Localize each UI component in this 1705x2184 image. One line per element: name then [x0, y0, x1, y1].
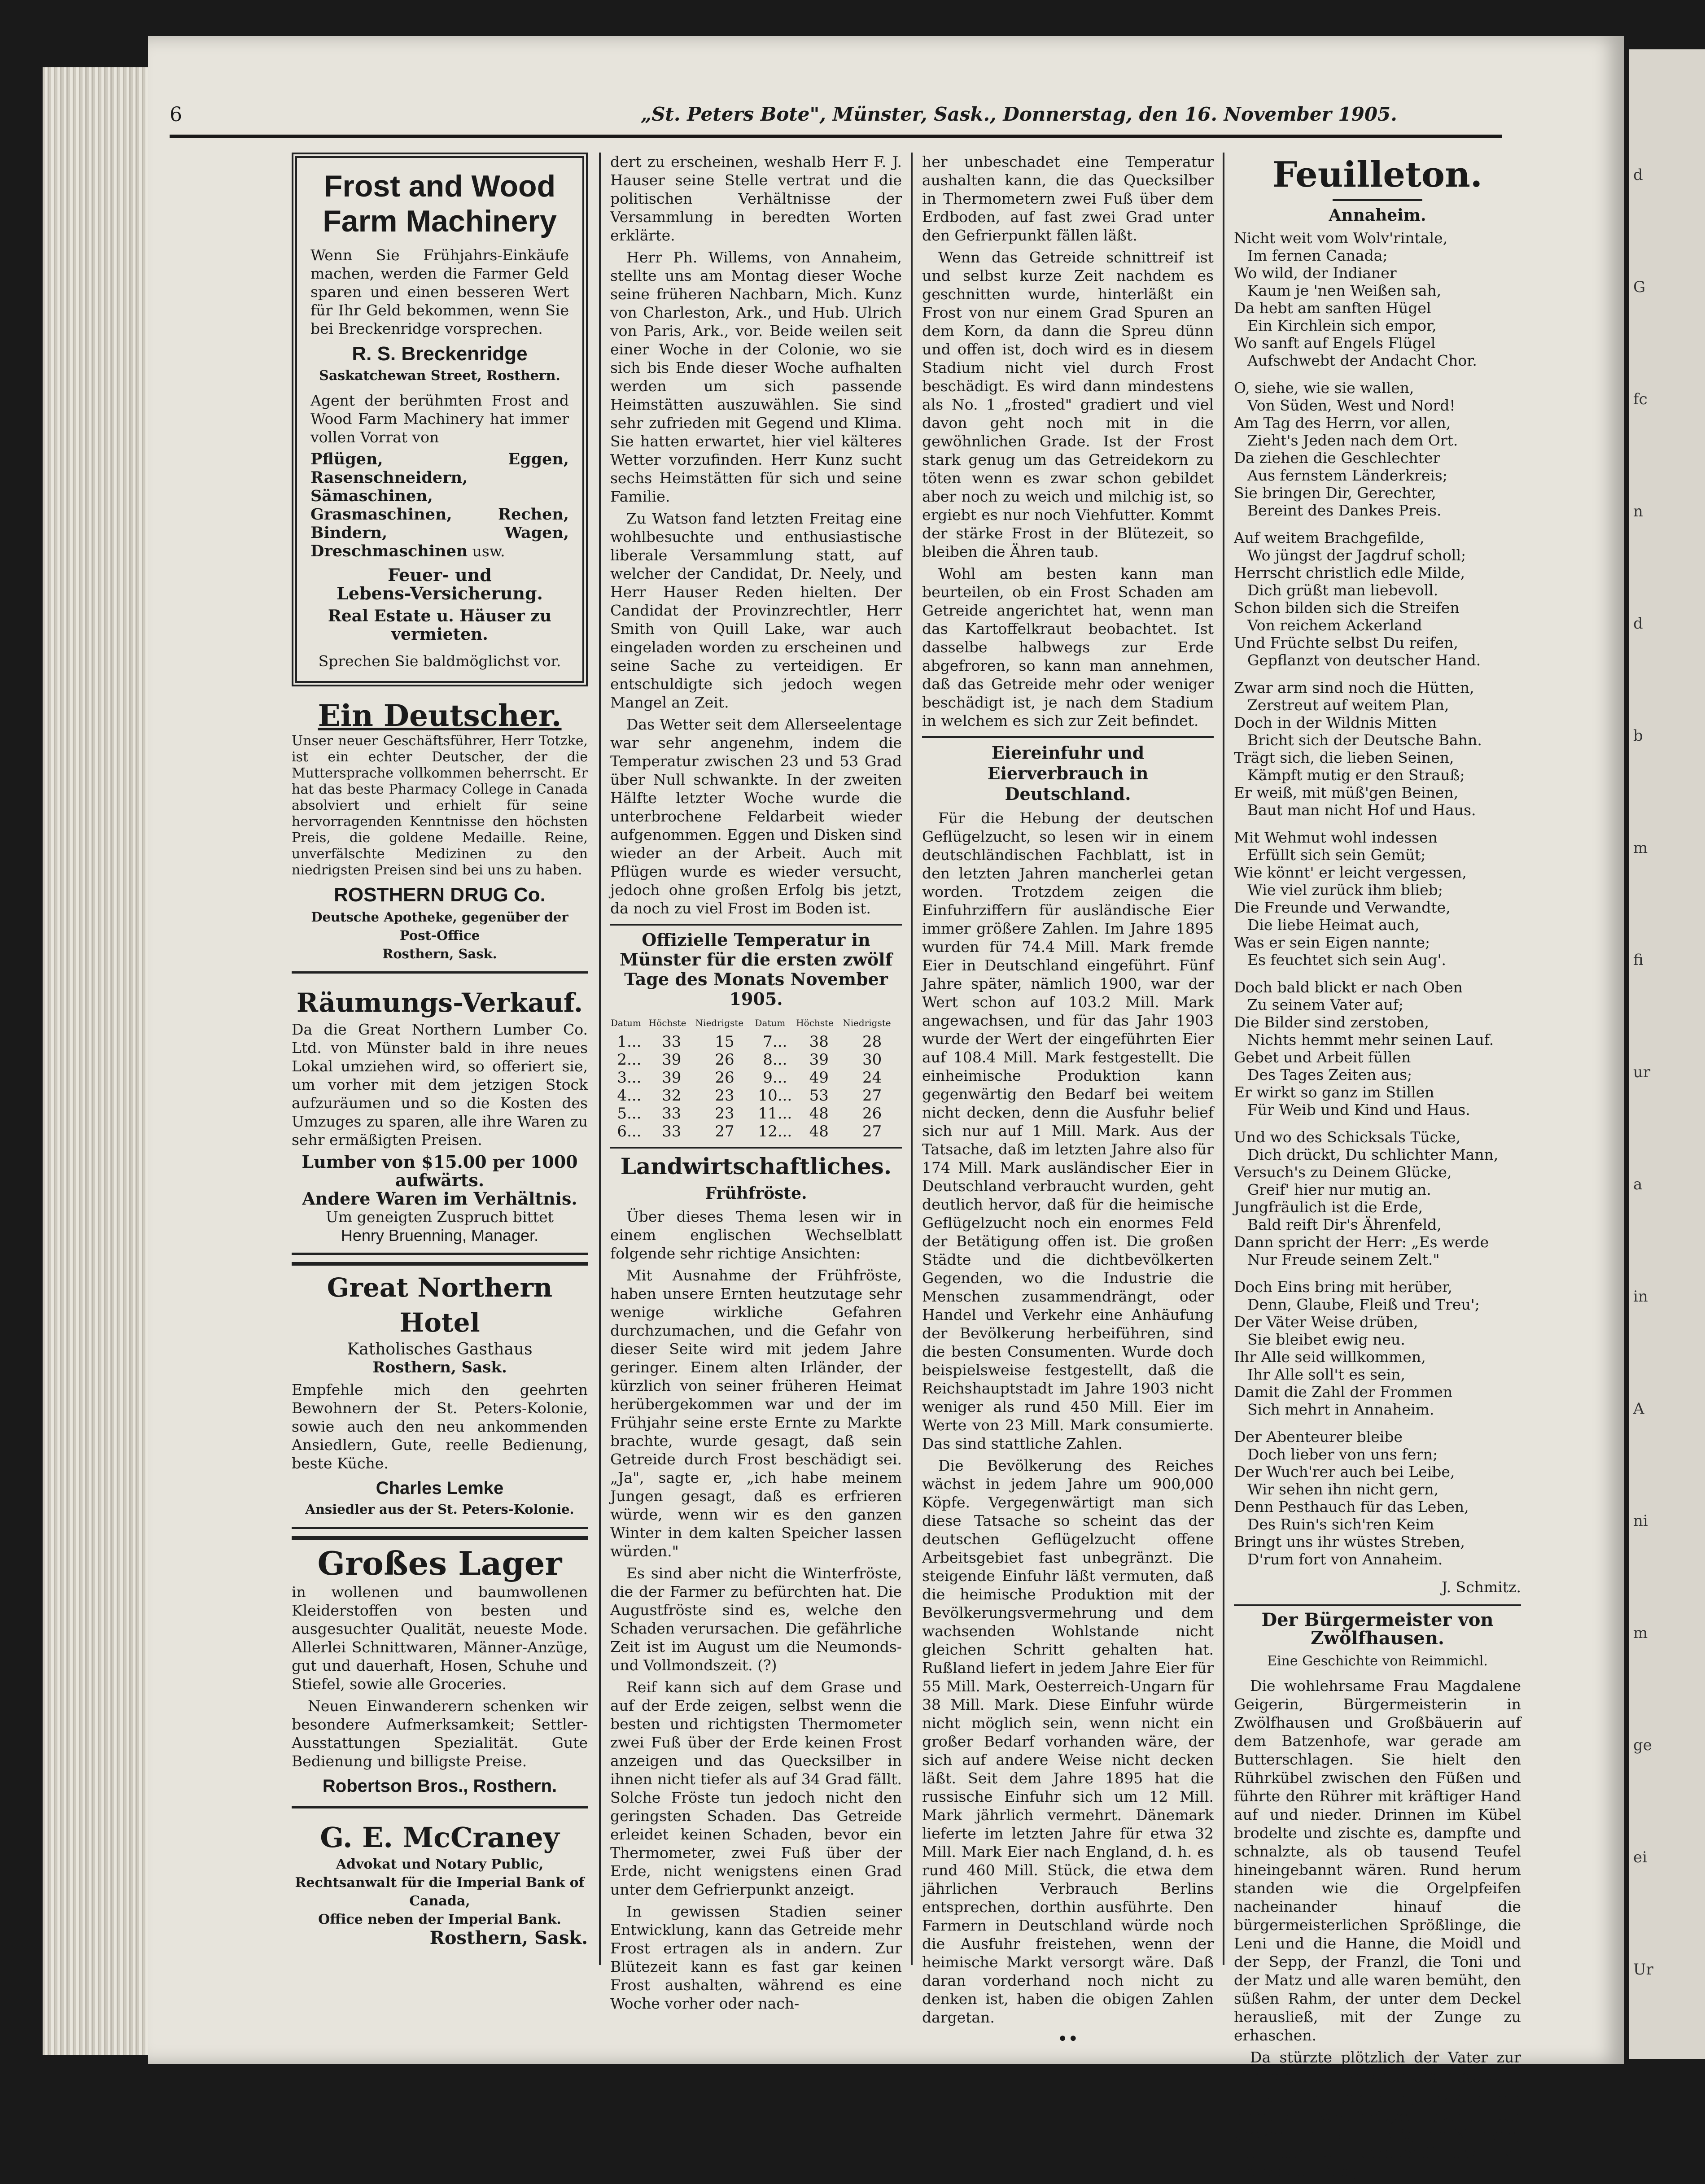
poem-line: Der Väter Weise drüben,: [1234, 1313, 1418, 1331]
table-cell: 33: [662, 1123, 682, 1140]
poem-line: Der Abenteurer bleibe: [1234, 1428, 1403, 1446]
facing-page-fragment: d: [1633, 166, 1643, 184]
table-cell: 8...: [763, 1051, 787, 1069]
poem-stanza: [1234, 379, 1521, 519]
temperature-table: [610, 1013, 902, 1140]
poem-line: Baut man nicht Hof und Haus.: [1247, 801, 1476, 819]
poem-line: Wir sehen ihn nicht gern,: [1247, 1481, 1439, 1498]
paragraph: Über dieses Thema lesen wir in einem englischen Wechselblatt folgende sehr richtige Ansichten:: [610, 1208, 902, 1262]
table-cell: 26: [862, 1105, 882, 1123]
ad-line: Rechtsanwalt für die Imperial Bank of Canada,: [295, 1875, 585, 1909]
table-cell: 38: [809, 1033, 829, 1051]
table-row: [610, 1105, 902, 1123]
poem-line: Ihr Alle seid willkommen,: [1234, 1348, 1426, 1366]
masthead: „St. Peters Bote", Münster, Sask., Donnerstag, den 16. November 1905.: [641, 103, 1397, 125]
story-subtitle: Eine Geschichte von Reimmichl.: [1267, 1653, 1488, 1669]
ad-title-line2: Farm Machinery: [323, 204, 557, 238]
table-cell: 53: [809, 1087, 829, 1105]
poem-line: Kaum je 'nen Weißen sah,: [1247, 282, 1442, 299]
table-header: Datum: [611, 1018, 641, 1028]
poem-line: Aus fernstem Länderkreis;: [1247, 467, 1447, 484]
ad-frost-wood: [292, 153, 588, 686]
table-header: Niedrigste: [695, 1018, 744, 1028]
table-cell: 15: [715, 1033, 734, 1051]
poem-line: Sie bleibet ewig neu.: [1247, 1331, 1405, 1348]
facing-page-fragment: ge: [1633, 1736, 1652, 1754]
paragraph: Wohl am besten kann man beurteilen, ob ein Frost Schaden am Getreide angerichtet hat, wenn man das Kartoffelkraut beobachtet. Ist dasselbe halbwegs zur Erde abgefroren, so kann man annehmen, daß das Getreide mehr oder weniger beschädigt ist, je nach dem Stadium in welchem es sich zur Zeit befindet.: [922, 565, 1214, 729]
poem-line: Nichts hemmt mehr seinen Lauf.: [1247, 1031, 1494, 1048]
ad-title: Ein Deutscher.: [318, 698, 562, 733]
poem-line: Nur Freude seinem Zelt.": [1247, 1251, 1440, 1268]
ad-other-goods: Andere Waren im Verhältnis.: [302, 1188, 577, 1209]
ad-product-list: Pflügen, Eggen, Rasenschneidern, Sämaschinen, Grasmaschinen, Rechen, Bindern, Wagen, Dreschmaschinen: [310, 450, 569, 560]
paragraph: Die Bevölkerung des Reiches wächst in jedem Jahre um 900,000 Köpfe. Vergegenwärtigt man sich diese Tatsache so scheint das der deutschen Geflügelzucht offene Arbeitsgebiet fast unbegränzt. Die steigende Einfuhr läßt vermuten, daß die heimische Produktion mit der Bevölkerungsvermehrung und dem wachsenden Wohlstande nicht gleichen Schritt gehalten hat. Rußland liefert in jedem Jahre Eier für 55 Mill. Mark, Oesterreich-Ungarn für 38 Mill. Mark. Diese Einfuhr würde nicht möglich sein, wenn nicht ein großer Bedarf vorhanden wäre, der sich auf andere Weise nicht decken läßt. Seit dem Jahre 1895 hat die russische Einfuhr sich um 12 Mill. Mark jährlich vermehrt. Dänemark lieferte im letzten Jahre für etwa 32 Mill. Mark Eier nach England, d. h. es rund 460 Mill. Stück, die etwa dem jährlichen Verbrauch Berlins entsprechen, dorthin ausführte. Den Farmern in Deutschland würde noch die Ausfuhr freistehen, wenn der heimische Markt versorgt wäre. Daß daran vorderhand noch nicht zu denken ist, haben die obigen Zahlen dargetan.: [922, 1457, 1214, 2026]
paragraph: Herr Ph. Willems, von Annaheim, stellte uns am Montag dieser Woche seine früheren Nachbarn, Mich. Kunz von Charleston, Ark., und Hub. Ulrich von Paris, Ark., vor. Beide weilen seit einer Woche in der Colonie, wo sie sich bis Ende dieser Woche aufhalten werden um sich passende Heimstätten auszuwählen. Sie sind sehr zufrieden mit Gegend und Klima. Sie hatten erwartet, hier viel kälteres Wetter vorzufinden. Herr Kunz sucht sechs Heimstätten für sich und seine Familie.: [610, 249, 902, 505]
ad-text: Neuen Einwanderern schenken wir besondere Aufmerksamkeit; Settler-Ausstattungen Spezialität. Gute Bedienung und billigste Preise.: [292, 1697, 588, 1770]
poem-line: Und wo des Schicksals Tücke,: [1234, 1128, 1461, 1146]
poem-line: Wie viel zurück ihm blieb;: [1247, 881, 1443, 899]
facing-page-fragment: m: [1633, 839, 1648, 857]
facing-page-fragment: d: [1633, 615, 1643, 633]
poem-line: Sich mehrt in Annaheim.: [1247, 1401, 1434, 1418]
ad-line: Advokat und Notary Public,: [336, 1856, 544, 1872]
ad-insurance-2: Lebens-Versicherung.: [337, 583, 543, 603]
poem-line: Bald reift Dir's Ährenfeld,: [1247, 1216, 1442, 1233]
ad-address-2: Rosthern, Sask.: [382, 946, 497, 961]
ad-place: Rosthern, Sask.: [429, 1927, 588, 1948]
ad-product-list-end: usw.: [472, 542, 505, 560]
ad-raeumungs-verkauf: [292, 981, 588, 1255]
table-cell: 27: [862, 1123, 882, 1140]
table-cell: 7...: [763, 1033, 787, 1051]
poem-line: Damit die Zahl der Frommen: [1234, 1383, 1453, 1401]
poem-line: Greif' hier nur mutig an.: [1247, 1181, 1431, 1198]
table-row: [610, 1069, 902, 1087]
poem-stanza: [1234, 679, 1521, 819]
table-cell: 24: [862, 1069, 882, 1087]
poem-line: Versuch's zu Deinem Glücke,: [1234, 1163, 1452, 1181]
page-header: [170, 103, 1484, 130]
table-cell: 9...: [763, 1069, 787, 1087]
facing-page-fragment: ur: [1633, 1063, 1651, 1081]
poem-line: Bereint des Dankes Preis.: [1247, 502, 1442, 519]
article-subtitle: Frühfröste.: [705, 1184, 807, 1203]
facing-page-fragment: in: [1633, 1288, 1648, 1306]
ad-title: Großes Lager: [317, 1544, 562, 1582]
ad-address-1: Deutsche Apotheke, gegenüber der Post-Office: [311, 909, 568, 943]
table-cell: 33: [662, 1105, 682, 1123]
poem-line: Doch bald blickt er nach Oben: [1234, 978, 1463, 996]
paragraph: Die wohlehrsame Frau Magdalene Geigerin, Bürgermeisterin in Zwölfhausen und Großbäuerin auf dem Batzenhofe, war gerade am Butterschlagen. Sie hielt den Rührkübel zwischen den Füßen und führte den Rührer mit kräftiger Hand auf und nieder. Drinnen im Kübel brodelte und zischte es, dampfte und schnalzte, als ob tausend Teufel hineingebannt wären. Rund herum standen wie die Orgelpfeifen nacheinander hinauf die bürgermeisterlichen Sprößlinge, die Leni und die Hanne, die Moidl und der Sepp, der Franzl, die Toni und der Matz und alle waren bemüht, den süßen Rahm, der unter dem Deckel herausließ, mit der Zunge zu erhaschen.: [1234, 1677, 1521, 2044]
table-cell: 12...: [758, 1123, 792, 1140]
poem-line: Des Tages Zeiten aus;: [1247, 1066, 1412, 1083]
ad-text: Wenn Sie Frühjahrs-Einkäufe machen, werden die Farmer Geld sparen und einen besseren Wert für Ihr Geld bekommen, wenn Sie bei Breckenridge vorsprechen.: [310, 246, 569, 337]
poem-line: Und Früchte selbst Du reifen,: [1234, 634, 1458, 651]
ad-name: Charles Lemke: [376, 1478, 504, 1498]
ad-name: G. E. McCraney: [320, 1821, 560, 1854]
facing-page-fragment: a: [1633, 1175, 1643, 1193]
table-cell: 27: [715, 1123, 734, 1140]
ad-title: Great Northern Hotel: [327, 1272, 553, 1338]
book-page-stack: [43, 67, 159, 2055]
facing-page-fragment: b: [1633, 727, 1643, 745]
poem-line: Wo wild, der Indianer: [1234, 264, 1397, 282]
poem-line: Sie bringen Dir, Gerechter,: [1234, 484, 1436, 502]
paragraph: Das Wetter seit dem Allerseelentage war sehr angenehm, indem die Temperatur zwischen 23 und 53 Grad über Null schwankte. In der zweiten Hälfte letzter Woche wurde die unterbrochene Feldarbeit wieder aufgenommen. Eggen und Disken sind wieder an der Arbeit. Auch mit Pflügen wurde es wieder versucht, jedoch ohne großen Erfolg bis jetzt, da noch zu viel Frost im Boden ist.: [610, 716, 902, 917]
ad-company: ROSTHERN DRUG Co.: [334, 884, 546, 906]
facing-page-fragment: ni: [1633, 1512, 1648, 1530]
paragraph: Reif kann sich auf dem Grase und auf der Erde zeigen, selbst wenn die besten und richtigsten Thermometer zwei Fuß über der Erde keinen Frost anzeigen und das Quecksilber in ihnen nicht tiefer als auf 34 Grad fällt. Solche Fröste tun jedoch nicht den geringsten Schaden. Das Getreide erleidet keinen Schaden, bevor ein Thermometer, zwei Fuß über der Erde, nicht wenigstens einen Grad unter dem Gefrierpunkt anzeigt.: [610, 1678, 902, 1898]
article-title: Eiereinfuhr und Eierverbrauch in Deutschland.: [987, 743, 1149, 804]
table-cell: 23: [715, 1087, 734, 1105]
poem-line: Denn, Glaube, Fleiß und Treu';: [1247, 1296, 1480, 1313]
poem-line: Bringt uns ihr wüstes Streben,: [1234, 1533, 1465, 1551]
ad-place: Rosthern, Sask.: [372, 1358, 507, 1376]
poem-line: Doch lieber von uns fern;: [1247, 1446, 1438, 1463]
poem-line: Doch Eins bring mit herüber,: [1234, 1278, 1452, 1296]
table-cell: 6...: [617, 1123, 642, 1140]
ad-mccraney: [292, 1816, 588, 1955]
column-rule: [1223, 153, 1224, 1965]
table-row: [610, 1123, 902, 1140]
poem-stanza: [1234, 829, 1521, 969]
poem-signature: J. Schmitz.: [1442, 1578, 1521, 1596]
ad-text: Agent der berühmten Frost and Wood Farm Machinery hat immer vollen Vorrat von: [310, 392, 569, 446]
poem: [1234, 229, 1521, 1568]
poem-line: Auf weitem Brachgefilde,: [1234, 529, 1425, 546]
poem-line: Zwar arm sind noch die Hütten,: [1234, 679, 1474, 696]
ad-name: R. S. Breckenridge: [352, 343, 528, 365]
poem-line: Aufschwebt der Andacht Chor.: [1247, 352, 1477, 369]
facing-page-edge: [1629, 49, 1705, 2059]
poem-line: Der Wuch'rer auch bei Leibe,: [1234, 1463, 1455, 1481]
poem-line: Für Weib und Kind und Haus.: [1247, 1101, 1470, 1118]
poem-line: Im fernen Canada;: [1247, 247, 1388, 264]
table-cell: 33: [662, 1033, 682, 1051]
facing-page-fragment: fc: [1633, 390, 1648, 408]
ad-text: in wollenen und baumwollenen Kleiderstoffen von besten und ausgesuchter Qualität, neueste Mode. Allerlei Schnittwaren, Männer-Anzüge, gut und dauerhaft, Hosen, Schuhe und Stiefel, sowie alle Groceries.: [292, 1583, 588, 1693]
column-news-2: [922, 153, 1214, 2049]
table-row: [610, 1087, 902, 1105]
poem-line: Zerstreut auf weitem Plan,: [1247, 696, 1449, 714]
paragraph: Wenn das Getreide schnittreif ist und selbst kurze Zeit nachdem es geschnitten wurde, hinterläßt ein Frost von nur einem Grad Spuren an dem Korn, da dann die Spreu dünn und offen ist, doch wird es in diesem Stadium nicht viel durch Frost beschädigt. Es wird dann mindestens als No. 1 „frosted" gradiert und viel davon geht noch mit in die gewöhnlichen Grade. Ist der Frost stark genug um das Getreidekorn zu töten wenn es zwar schon gebildet aber noch zu weich und milchig ist, so ergiebt es nur noch Viehfutter. Kommt der stärke Frost in der Blütezeit, so bleiben die Ähren taub.: [922, 249, 1214, 560]
poem-line: Die liebe Heimat auch,: [1247, 916, 1420, 934]
poem-line: Die Freunde und Verwandte,: [1234, 899, 1451, 916]
ad-address: Saskatchewan Street, Rosthern.: [319, 368, 560, 384]
poem-line: Die Bilder sind zerstoben,: [1234, 1013, 1429, 1031]
table-cell: 39: [662, 1069, 682, 1087]
paragraph: In gewissen Stadien seiner Entwicklung, kann das Getreide mehr Frost ertragen als in andern. Zur Blütezeit kann es fast gar keinen Frost aushalten, während es eine Woche vorher oder nach-: [610, 1903, 902, 2012]
poem-line: Es feuchtet sich sein Aug'.: [1247, 951, 1447, 969]
facing-page-fragment: A: [1633, 1400, 1644, 1418]
column-rule: [599, 153, 601, 1965]
poem-line: Am Tag des Herrn, vor allen,: [1234, 414, 1451, 432]
poem-line: Bricht sich der Deutsche Bahn.: [1247, 731, 1482, 749]
poem-line: Erfüllt sich sein Gemüt;: [1247, 846, 1426, 864]
table-cell: 32: [662, 1087, 682, 1105]
poem-line: Mit Wehmut wohl indessen: [1234, 829, 1438, 846]
column-news: [610, 153, 902, 2016]
poem-line: Nicht weit vom Wolv'rintale,: [1234, 229, 1448, 247]
ad-text: Unser neuer Geschäftsführer, Herr Totzke, ist ein echter Deutscher, der die Muttersprache vollkommen beherrscht. Er hat das beste Pharmacy College in Canada absolviert und erhielt für seine hervorragenden Kenntnisse den höchsten Preis, die goldene Medaille. Reine, unverfälschte Medizinen zu den niedrigsten Preisen sind bei uns zu haben.: [292, 733, 588, 878]
table-cell: 3...: [617, 1069, 642, 1087]
facing-page-fragment: m: [1633, 1624, 1648, 1642]
poem-line: Zu seinem Vater auf;: [1247, 996, 1404, 1013]
facing-page-fragment: ei: [1633, 1848, 1647, 1866]
poem-line: Er wirkt so ganz im Stillen: [1234, 1083, 1434, 1101]
ad-realestate: Real Estate u. Häuser zu vermieten.: [328, 607, 552, 644]
ad-request: Um geneigten Zuspruch bittet: [326, 1208, 554, 1226]
poem-line: Trägt sich, die lieben Seinen,: [1234, 749, 1454, 766]
ad-tag: Ansiedler aus der St. Peters-Kolonie.: [305, 1502, 574, 1517]
ad-title-line1: Frost and Wood: [324, 169, 556, 203]
poem-stanza: [1234, 1428, 1521, 1568]
table-cell: 39: [809, 1051, 829, 1069]
ad-closing: Sprechen Sie baldmöglichst vor.: [318, 652, 561, 670]
table-cell: 26: [715, 1051, 734, 1069]
ad-insurance-1: Feuer- und: [388, 565, 492, 585]
paragraph: dert zu erscheinen, weshalb Herr F. J. Hauser seine Stelle vertrat und die politischen Verhältnisse der Versammlung in beredten Worten erklärte.: [610, 153, 902, 244]
feuilleton-title: Feuilleton.: [1272, 154, 1482, 195]
facing-page-fragment: n: [1633, 502, 1643, 520]
poem-stanza: [1234, 1278, 1521, 1418]
poem-stanza: [1234, 529, 1521, 669]
table-cell: 30: [862, 1051, 882, 1069]
poem-line: Gebet und Arbeit füllen: [1234, 1048, 1411, 1066]
poem-line: Wo jüngst der Jagdruf scholl;: [1247, 546, 1466, 564]
paragraph: Mit Ausnahme der Frühfröste, haben unsere Ernten heutzutage sehr wenige wirkliche Gefahren durchzumachen, und die Gefahr von dieser Seite wird mit jedem Jahre geringer. Einem alten Irländer, der kürzlich von seiner früheren Heimat herübergekommen war und der im Frühjahr seine erste Ernte zu Markte brachte, wurde gesagt, daß sein Getreide durch Frost beschädigt sei. „Ja", sagte er, „ich habe meinem Jungen gesagt, daß es erfrieren würde, wenn wir es den ganzen Winter in dem kalten Speicher lassen würden.": [610, 1267, 902, 1560]
paragraph: Zu Watson fand letzten Freitag eine wohlbesuchte und enthusiastische liberale Versammlung statt, auf welcher der Candidat, Dr. Neely, und Herr Hauser Reden hielten. Der Candidat der Provinzrechtler, Herr Smith von Quill Lake, war auch eingeladen worden zu erscheinen und seine Sache zu verteidigen. Er entschuldigte sich jedoch wegen Mangel an Zeit.: [610, 510, 902, 711]
poem-line: Herrscht christlich edle Milde,: [1234, 564, 1465, 581]
ad-grosses-lager: [292, 1536, 588, 1808]
table-cell: 48: [809, 1105, 829, 1123]
poem-line: Dann spricht der Herr: „Es werde: [1234, 1233, 1489, 1251]
table-cell: 1...: [617, 1033, 642, 1051]
poem-line: Schon bilden sich die Streifen: [1234, 599, 1460, 616]
section-title: Landwirtschaftliches.: [620, 1153, 892, 1179]
poem-line: D'rum fort von Annaheim.: [1247, 1551, 1443, 1568]
poem-line: Ein Kirchlein sich empor,: [1247, 317, 1437, 334]
ad-company: Robertson Bros., Rosthern.: [322, 1776, 557, 1796]
table-header: Höchste: [648, 1018, 686, 1028]
poem-line: Kämpft mutig er den Strauß;: [1247, 766, 1465, 784]
facing-page-fragment: fi: [1633, 951, 1644, 969]
poem-line: Zieht's Jeden nach dem Ort.: [1247, 432, 1458, 449]
poem-line: Da hebt am sanften Hügel: [1234, 299, 1431, 317]
table-cell: 28: [862, 1033, 882, 1051]
table-cell: 10...: [758, 1087, 792, 1105]
paragraph: „Du Alte", schrie er, „hast schon gehört? Uebermorgen kommt ein großer Herr vom Hofe, ein Minister, um unsere Bachregulierung zu visitieren... Alte,: [1234, 2089, 1521, 2180]
table-header: Höchste: [796, 1018, 834, 1028]
poem-line: Jungfräulich ist die Erde,: [1234, 1198, 1423, 1216]
poem-line: Was er sein Eigen nannte;: [1234, 934, 1430, 951]
poem-line: Doch in der Wildnis Mitten: [1234, 714, 1437, 731]
poem-line: Von Süden, West und Nord!: [1247, 397, 1456, 414]
column-feuilleton: [1234, 153, 1521, 2184]
ad-great-northern-hotel: [292, 1262, 588, 1529]
table-cell: 2...: [617, 1051, 642, 1069]
ad-subtitle: Katholisches Gasthaus: [347, 1340, 533, 1358]
ad-text: Da die Great Northern Lumber Co. Ltd. von Münster bald in ihre neues Lokal umziehen wird, so offeriert sie, um vorher mit dem jetzigen Stock aufzuräumen und so die Kosten des Umzuges zu sparen, alle ihre Waren zu sehr ermäßigten Preisen.: [292, 1021, 588, 1149]
poem-stanza: [1234, 229, 1521, 369]
ad-lumber-1: Lumber von $15.00 per 1000: [302, 1152, 578, 1172]
facing-page-fragment: G: [1633, 278, 1646, 296]
table-cell: 26: [715, 1069, 734, 1087]
table-header: Niedrigste: [843, 1018, 891, 1028]
paragraph: her unbeschadet eine Temperatur aushalten kann, die das Quecksilber in Thermometern zwei Fuß über dem Erdboden, auf fast zwei Grad unter den Gefrierpunkt fällen läßt.: [922, 153, 1214, 244]
paragraph: Für die Hebung der deutschen Geflügelzucht, so lesen wir in einem deutschländischen Fachblatt, ist in den letzten Jahren mancherlei getan worden. Trotzdem zeigen die Einfuhrziffern für ausländische Eier immer größere Zahlen. Im Jahre 1895 wurden für 74.4 Mill. Mark fremde Eier in Deutschland eingeführt. Fünf Jahre später, nämlich 1900, war der Wert schon auf 103.2 Mill. Mark angewachsen, und für das Jahr 1903 wurde der Wert der eingeführten Eier auf 108.4 Mill. Mark festgestellt. Die einheimische Produktion kann gegenwärtig den Bedarf bei weitem nicht decken, denn die Ausfuhr belief sich nur auf 1 Mill. Mark. Aus der Tatsache, daß im letzten Jahre also für 174 Mill. Mark ausländischer Eier in Deutschland verbraucht wurden, geht deutlich hervor, daß für die heimische Geflügelzucht noch ein enormes Feld der Betätigung offen ist. Die großen Städte und die dichtbevölkerten Gegenden, wo die Industrie die Menschen zusammendrängt, oder Handel und Verkehr eine Anhäufung der Bevölkerung herbeiführen, sind die besten Consumenten. Wurde doch beispielsweise festgestellt, daß die Reichshauptstadt im Jahre 1903 nicht weniger als rund 450 Mill. Eier im Werte von 23 Mill. Mark consumierte. Das sind stattliche Zahlen.: [922, 809, 1214, 1452]
temperature-title: Offizielle Temperatur in Münster für die ersten zwölf Tage des Monats November 1905.: [620, 930, 892, 1009]
poem-stanza: [1234, 978, 1521, 1118]
table-cell: 49: [809, 1069, 829, 1087]
poem-line: Dich drückt, Du schlichter Mann,: [1247, 1146, 1499, 1163]
poem-stanza: [1234, 1128, 1521, 1268]
poem-line: Denn Pesthauch für das Leben,: [1234, 1498, 1469, 1516]
table-row: [610, 1051, 902, 1069]
poem-line: Von reichem Ackerland: [1247, 616, 1422, 634]
ad-ein-deutscher: [292, 694, 588, 974]
poem-line: Gepflanzt von deutscher Hand.: [1247, 651, 1481, 669]
facing-page-fragment: Ur: [1633, 1961, 1653, 1979]
ad-manager: Henry Bruenning, Manager.: [341, 1226, 539, 1245]
table-cell: 5...: [617, 1105, 642, 1123]
ad-line: Office neben der Imperial Bank.: [318, 1912, 561, 1927]
table-row: [610, 1033, 902, 1051]
poem-line: Ihr Alle soll't es sein,: [1247, 1366, 1405, 1383]
table-header: Datum: [755, 1018, 786, 1028]
column-advertisements: [292, 153, 588, 1962]
poem-line: Da ziehen die Geschlechter: [1234, 449, 1440, 467]
ad-lumber-2: aufwärts.: [395, 1170, 485, 1190]
table-cell: 11...: [758, 1105, 792, 1123]
poem-line: Des Ruin's sich'ren Keim: [1247, 1516, 1434, 1533]
ad-text: Empfehle mich den geehrten Bewohnern der St. Peters-Kolonie, sowie auch den neu ankommenden Ansiedlern, Gute, reelle Bedienung, beste Küche.: [292, 1381, 588, 1472]
poem-line: O, siehe, wie sie wallen,: [1234, 379, 1414, 397]
table-cell: 4...: [617, 1087, 642, 1105]
page-number: 6: [170, 103, 182, 126]
poem-line: Wo sanft auf Engels Flügel: [1234, 334, 1436, 352]
column-rule: [911, 153, 913, 1965]
paragraph: Es sind aber nicht die Winterfröste, die der Farmer zu befürchten hat. Die Augustfröste sind es, welche den Schaden verursachen. Die gefährliche Zeit ist im August um die Neumonds- und Vollmondszeit. (?): [610, 1564, 902, 1674]
table-cell: 48: [809, 1123, 829, 1140]
header-rule: [170, 135, 1502, 138]
story-title: Der Bürgermeister von Zwölfhausen.: [1261, 1609, 1494, 1649]
table-cell: 23: [715, 1105, 734, 1123]
table-cell: 27: [862, 1087, 882, 1105]
poem-line: Wie könnt' er leicht vergessen,: [1234, 864, 1467, 881]
end-mark: ••: [1057, 2029, 1079, 2049]
poem-line: Dich grüßt man liebevoll.: [1247, 581, 1438, 599]
table-cell: 39: [662, 1051, 682, 1069]
poem-title: Annaheim.: [1329, 206, 1426, 225]
paragraph: Da stürzte plötzlich der Vater zur Tür herein. Er keuchte und pustete.: [1234, 2049, 1521, 2084]
poem-line: Er weiß, mit müß'gen Beinen,: [1234, 784, 1459, 801]
ad-title: Räumungs-Verkauf.: [296, 987, 583, 1018]
